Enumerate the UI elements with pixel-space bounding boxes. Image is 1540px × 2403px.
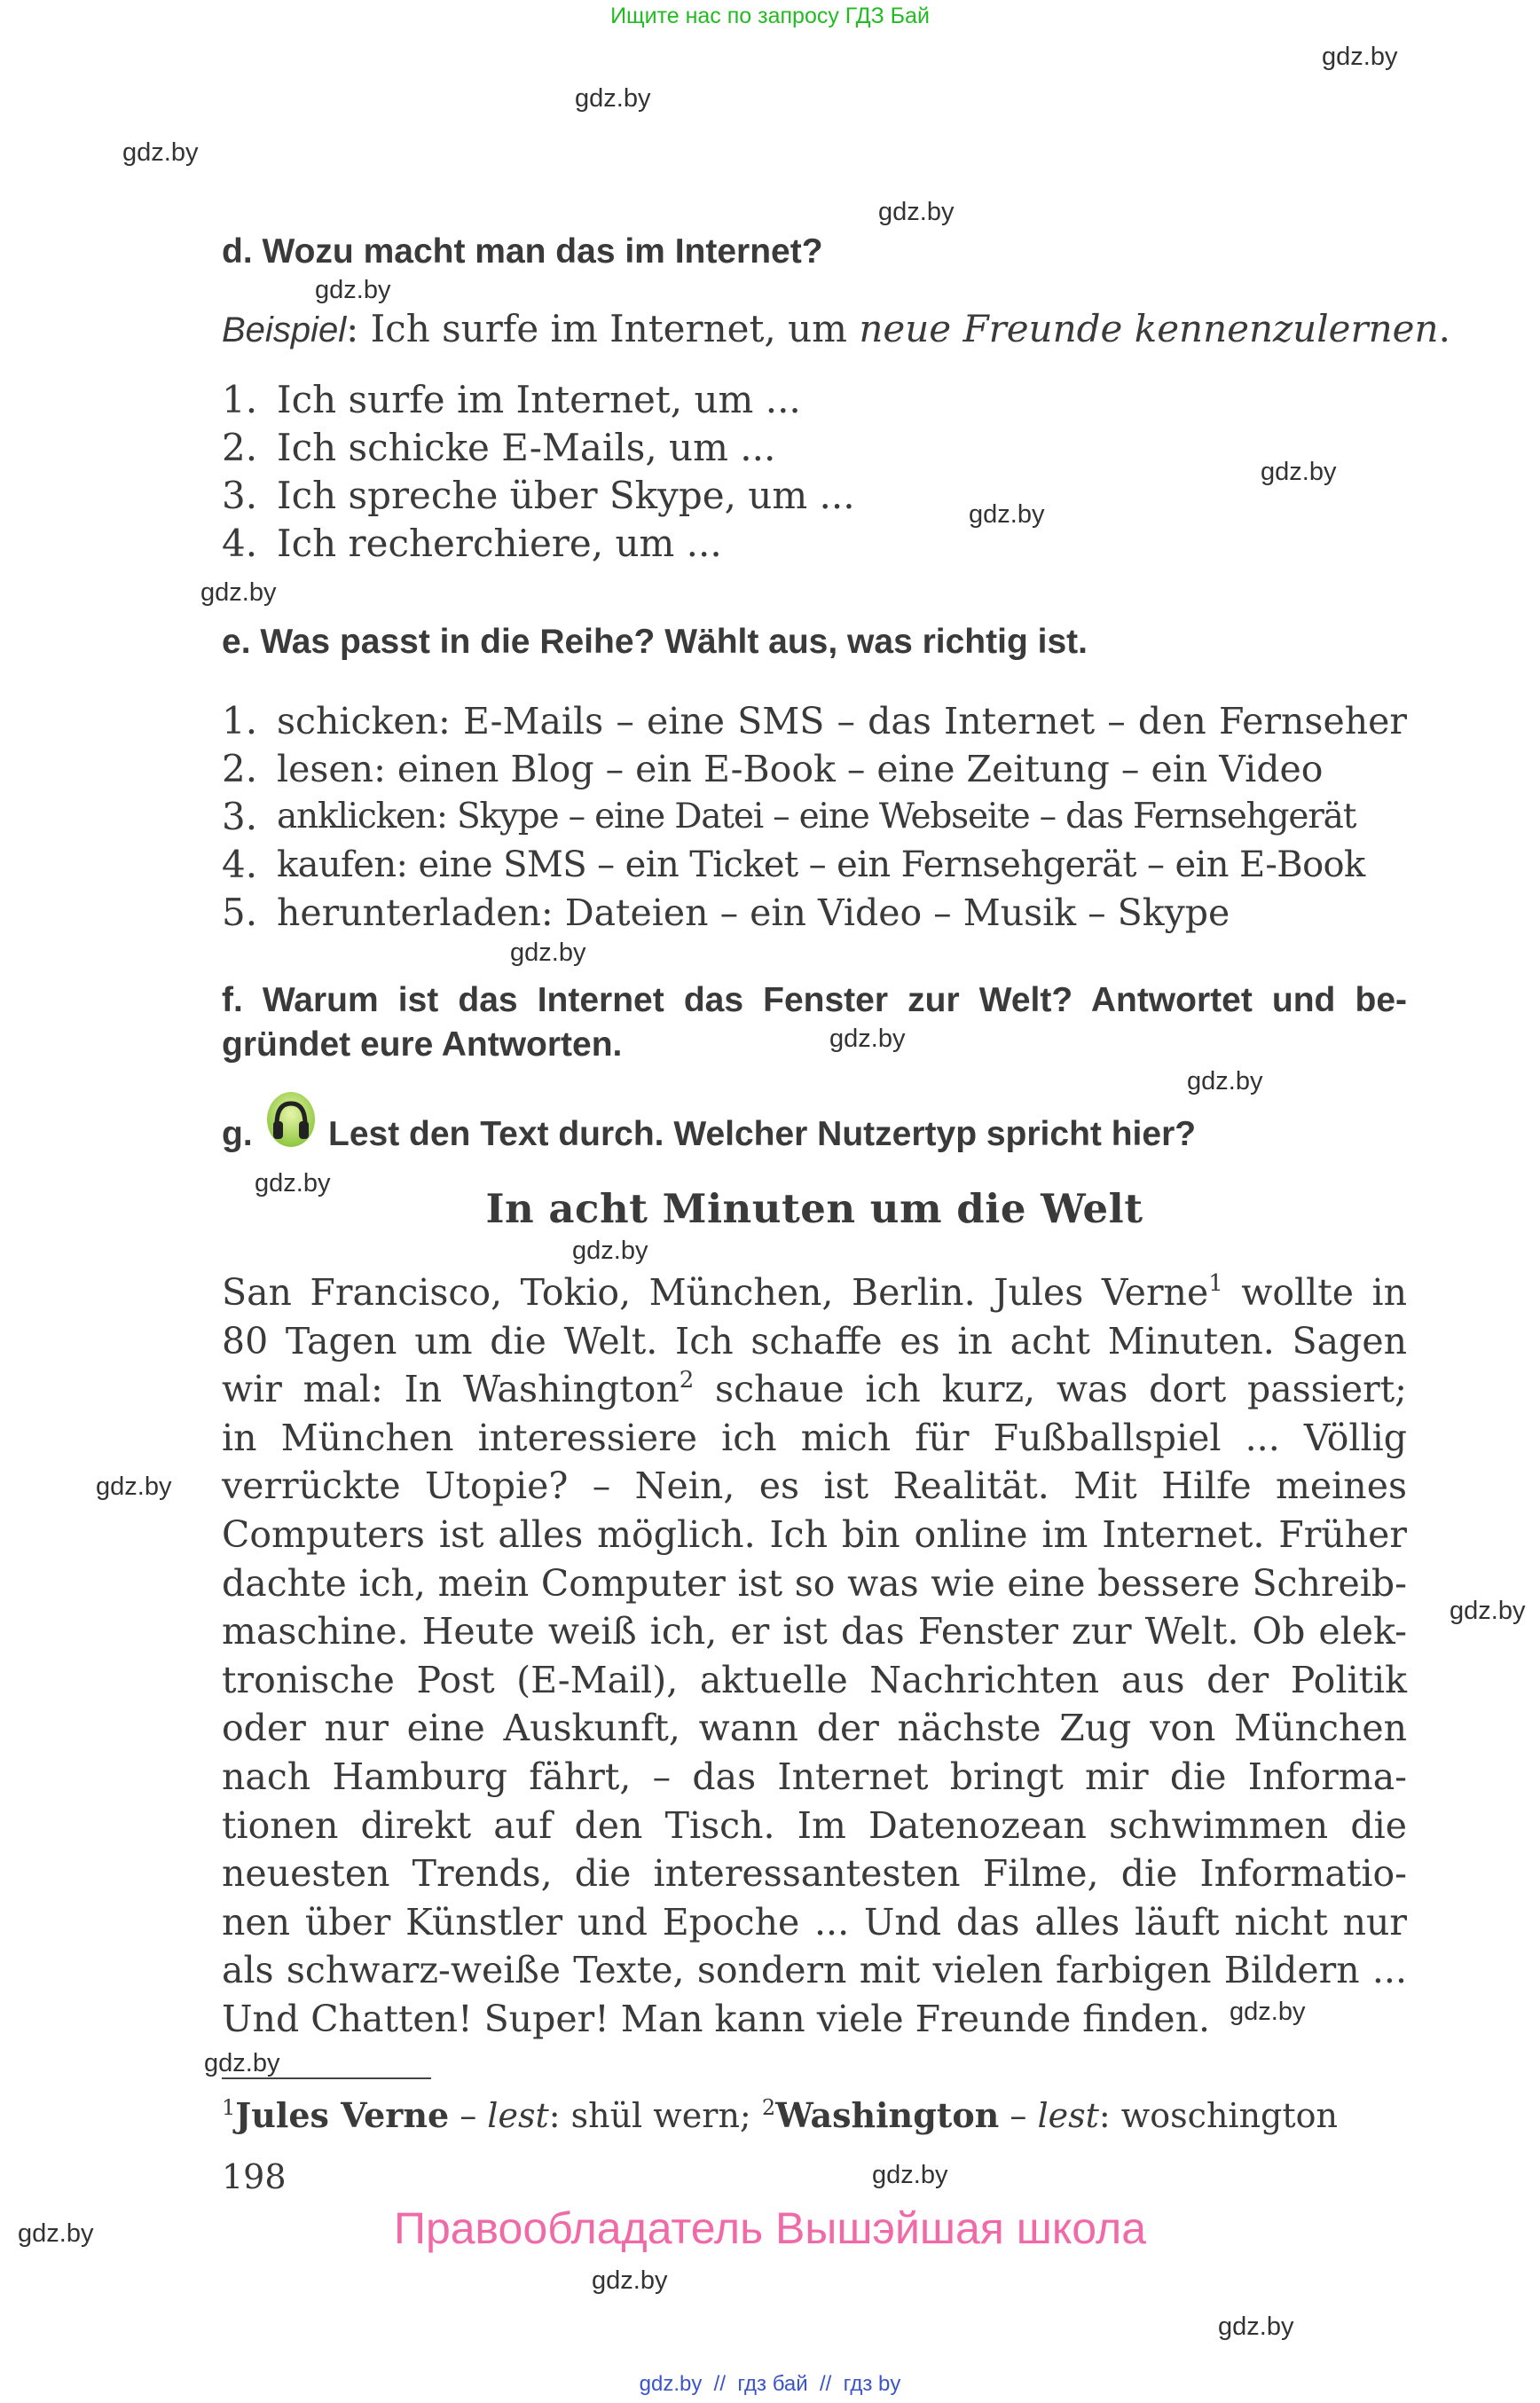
watermark: gdz.by bbox=[829, 1025, 906, 1053]
text-title: In acht Minuten um die Welt bbox=[485, 1185, 1143, 1232]
list-item bbox=[222, 520, 855, 568]
item-number: 1. bbox=[222, 699, 258, 742]
watermark: gdz.by bbox=[1450, 1597, 1526, 1625]
watermark: gdz.by bbox=[1218, 2313, 1294, 2341]
footnote-dash: – bbox=[999, 2096, 1038, 2135]
text-line: dachte ich, mein Computer ist so was wie eine bessere Schreib- bbox=[222, 1561, 1407, 1605]
footnote-divider bbox=[222, 2077, 431, 2079]
watermark: gdz.by bbox=[1322, 43, 1398, 71]
footnote-marker: 1 bbox=[1208, 1270, 1223, 1297]
text-line: maschine. Heute weiß ich, er ist das Fenster zur Welt. Ob elek- bbox=[222, 1610, 1407, 1653]
list-item bbox=[222, 472, 855, 520]
copyright-notice: Правообладатель Вышэйшая школа bbox=[394, 2203, 1146, 2253]
item-text: herunterladen: Dateien – ein Video – Musik – Skype bbox=[277, 891, 1230, 934]
item-number: 2. bbox=[222, 747, 258, 790]
text-line: wir mal: In Washington$^2$ schaue ich kurz, was dort passiert; bbox=[222, 1367, 1407, 1411]
text-line: San Francisco, Tokio, München, Berlin. Jules Verne$^1$ wollte in bbox=[222, 1270, 1407, 1314]
item-text: anklicken: Skype – eine Datei – eine Webseite – das Fernsehgerät bbox=[277, 797, 1356, 836]
item-number: 2. bbox=[222, 426, 258, 469]
reading-text bbox=[222, 1268, 1407, 2044]
watermark: gdz.by bbox=[315, 276, 391, 304]
item-text: lesen: einen Blog – ein E-Book – eine Zeitung – ein Video bbox=[277, 748, 1324, 790]
footnote bbox=[222, 2092, 1338, 2140]
page-number: 198 bbox=[222, 2157, 287, 2196]
item-text: Ich surfe im Internet, um ... bbox=[277, 378, 801, 421]
section-f-line2: gründet eure Antworten. bbox=[222, 1025, 623, 1064]
watermark: gdz.by bbox=[1261, 458, 1337, 486]
section-e-list bbox=[222, 697, 1407, 937]
item-number: 1. bbox=[222, 378, 258, 421]
text-line: nen über Künstler und Epoche ... Und das alles läuft nicht nur bbox=[222, 1900, 1407, 1944]
item-number: 4. bbox=[222, 843, 258, 886]
watermark: gdz.by bbox=[572, 1237, 648, 1265]
watermark: gdz.by bbox=[255, 1169, 331, 1198]
watermark: gdz.by bbox=[204, 2049, 280, 2077]
text-line: nach Hamburg fährt, – das Internet bringt mir die Informa- bbox=[222, 1755, 1407, 1798]
item-number: 5. bbox=[222, 891, 258, 934]
watermark: gdz.by bbox=[1187, 1067, 1263, 1095]
item-text: Ich schicke E-Mails, um ... bbox=[277, 426, 776, 469]
footnote-pronunciation: : woschington bbox=[1098, 2096, 1339, 2135]
watermark: gdz.by bbox=[575, 84, 651, 113]
list-item bbox=[222, 841, 1407, 889]
item-number: 4. bbox=[222, 522, 258, 565]
list-item bbox=[222, 793, 1407, 841]
footnote-number: 2 bbox=[761, 2095, 776, 2120]
watermark: gdz.by bbox=[96, 1472, 172, 1501]
footnote-pronunciation: : shül wern; bbox=[548, 2096, 762, 2135]
section-d-list bbox=[222, 376, 855, 568]
watermark: gdz.by bbox=[969, 500, 1045, 529]
example-label: Beispiel bbox=[222, 310, 347, 349]
text-line: neuesten Trends, die interessantesten Filme, die Informatio- bbox=[222, 1852, 1407, 1896]
list-item bbox=[222, 424, 855, 472]
text-line: in München interessiere ich mich für Fußballspiel ... Völlig bbox=[222, 1416, 1407, 1459]
text-line: als schwarz-weiße Texte, sondern mit vielen farbigen Bildern ... bbox=[222, 1949, 1407, 1992]
section-f-line1: f. Warum ist das Internet das Fenster zur Welt? Antwortet und be- bbox=[222, 981, 1407, 1019]
item-text: schicken: E-Mails – eine SMS – das Internet – den Fernseher bbox=[277, 700, 1407, 742]
watermark: gdz.by bbox=[592, 2266, 668, 2295]
footnote-lest: lest bbox=[487, 2096, 549, 2135]
watermark: gdz.by bbox=[1230, 1998, 1306, 2026]
section-g-label: g. bbox=[222, 1115, 253, 1153]
list-item bbox=[222, 889, 1407, 937]
text-line: tionen direkt auf den Tisch. Im Datenozean schwimmen die bbox=[222, 1803, 1407, 1847]
watermark: gdz.by bbox=[122, 138, 199, 167]
text-line: 80 Tagen um die Welt. Ich schaffe es in acht Minuten. Sagen bbox=[222, 1319, 1407, 1362]
footnote-term: Washington bbox=[775, 2095, 1000, 2135]
watermark: gdz.by bbox=[200, 578, 277, 607]
text-line: oder nur eine Auskunft, wann der nächste Zug von München bbox=[222, 1707, 1407, 1750]
watermark: gdz.by bbox=[872, 2161, 948, 2189]
watermark: gdz.by bbox=[510, 938, 586, 967]
section-g-heading: Lest den Text durch. Welcher Nutzertyp spricht hier? bbox=[328, 1115, 1197, 1153]
text-line: tronische Post (E-Mail), aktuelle Nachrichten aus der Politik bbox=[222, 1658, 1407, 1701]
section-e-heading: e. Was passt in die Reihe? Wählt aus, was richtig ist. bbox=[222, 623, 1088, 661]
item-text: kaufen: eine SMS – ein Ticket – ein Fernsehgerät – ein E-Book bbox=[277, 844, 1365, 885]
list-item bbox=[222, 376, 855, 424]
item-number: 3. bbox=[222, 474, 258, 517]
watermark: gdz.by bbox=[18, 2219, 94, 2248]
item-number: 3. bbox=[222, 795, 258, 838]
bottom-links[interactable]: gdz.by // гдз бай // гдз by bbox=[639, 2372, 901, 2396]
watermark: gdz.by bbox=[878, 198, 955, 226]
footnote-lest: lest bbox=[1037, 2096, 1099, 2135]
footnote-dash: – bbox=[449, 2096, 488, 2135]
top-banner: Ищите нас по запросу ГДЗ Бай bbox=[610, 4, 930, 28]
example-colon: : bbox=[346, 307, 359, 350]
list-item bbox=[222, 745, 1407, 793]
text-line: Und Chatten! Super! Man kann viele Freunde finden. bbox=[222, 1997, 1211, 2040]
footnote-term: Jules Verne bbox=[235, 2095, 450, 2135]
example-italic: neue Freunde kennenzulernen bbox=[859, 307, 1439, 350]
text-line: verrückte Utopie? – Nein, es ist Realität. Mit Hilfe meines bbox=[222, 1465, 1407, 1508]
example-text: Ich surfe im Internet, um bbox=[358, 307, 860, 350]
list-item bbox=[222, 697, 1407, 745]
example-end: . bbox=[1438, 307, 1450, 350]
item-text: Ich recherchiere, um ... bbox=[277, 522, 722, 565]
headphones-icon bbox=[266, 1091, 316, 1148]
example-sentence bbox=[222, 307, 1450, 350]
text-line: Computers ist alles möglich. Ich bin online im Internet. Früher bbox=[222, 1512, 1407, 1556]
footnote-number: 1 bbox=[222, 2095, 236, 2120]
item-text: Ich spreche über Skype, um ... bbox=[277, 474, 855, 517]
section-d-heading: d. Wozu macht man das im Internet? bbox=[222, 232, 823, 271]
footnote-marker: 2 bbox=[679, 1367, 695, 1394]
